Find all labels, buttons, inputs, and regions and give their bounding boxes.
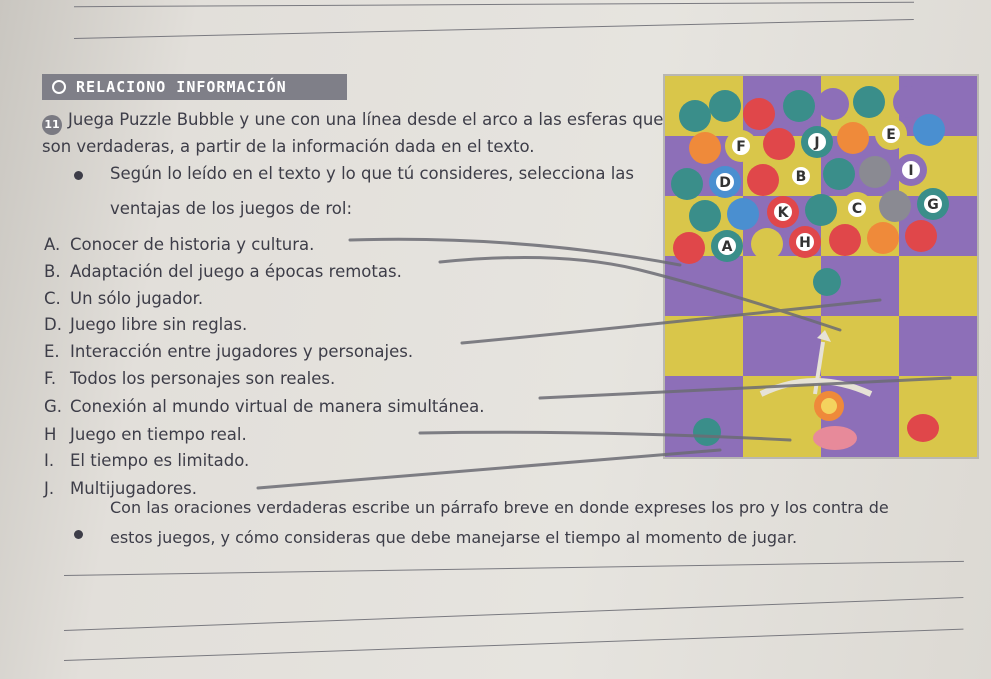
option-text: Conocer de historia y cultura.: [70, 235, 315, 254]
instruction-line-1: Juega Puzzle Bubble y une con una línea desde el arco a las esferas que: [68, 110, 664, 129]
option-letter: C.: [44, 289, 61, 308]
option-text: Adaptación del juego a épocas remotas.: [70, 262, 402, 281]
section-title: RELACIONO INFORMACIÓN: [76, 78, 287, 96]
bubble-letter-h: H: [799, 235, 811, 251]
option-text: El tiempo es limitado.: [70, 451, 250, 470]
activity-number-badge: 11: [42, 115, 62, 135]
bubble-letter-b: B: [795, 169, 807, 185]
option-letter: H: [44, 425, 57, 444]
connection-line-b: [440, 258, 840, 331]
option-letter: F.: [44, 369, 57, 388]
option-letter: G.: [44, 397, 63, 416]
bubble-letter-i: I: [908, 163, 914, 179]
bubble-letter-k: K: [777, 205, 789, 221]
option-text: Multijugadores.: [70, 479, 197, 498]
bubble-letter-a: A: [721, 239, 733, 255]
bubble-letter-g: G: [927, 197, 939, 213]
bubble-letter-f: F: [736, 139, 746, 155]
option-letter: A.: [44, 235, 61, 254]
option-text: Juego libre sin reglas.: [70, 315, 248, 334]
connection-line-g: [540, 378, 950, 398]
option-letter: D.: [44, 315, 62, 334]
option-text: Todos los personajes son reales.: [70, 369, 336, 388]
instruction-line-2: son verdaderas, a partir de la información dada en el texto.: [42, 137, 535, 156]
connection-line-h: [420, 432, 790, 440]
option-letter: I.: [44, 451, 55, 470]
bubble-letter-d: D: [719, 175, 731, 191]
bullet2-line-2: estos juegos, y cómo consideras que debe manejarse el tiempo al momento de jugar.: [110, 528, 798, 547]
bubble-letter-c: C: [851, 201, 863, 217]
option-letter: E.: [44, 342, 60, 361]
option-letter: B.: [44, 262, 61, 281]
option-text: Un sólo jugador.: [70, 289, 204, 308]
connection-line-a: [350, 239, 680, 265]
bubble-letter-j: J: [814, 135, 820, 151]
bullet1-line-2: ventajas de los juegos de rol:: [110, 199, 353, 218]
option-text: Interacción entre jugadores y personajes.: [70, 342, 414, 361]
option-text: Juego en tiempo real.: [70, 425, 247, 444]
connection-line-j: [258, 450, 720, 488]
bubble-letter-e: E: [886, 127, 896, 143]
bullet2-line-1: Con las oraciones verdaderas escribe un párrafo breve en donde expreses los pro y los contra de: [110, 498, 889, 517]
option-letter: J.: [44, 479, 55, 498]
bullet1-line-1: Según lo leído en el texto y lo que tú consideres, selecciona las: [110, 164, 634, 183]
option-text: Conexión al mundo virtual de manera simultánea.: [70, 397, 485, 416]
